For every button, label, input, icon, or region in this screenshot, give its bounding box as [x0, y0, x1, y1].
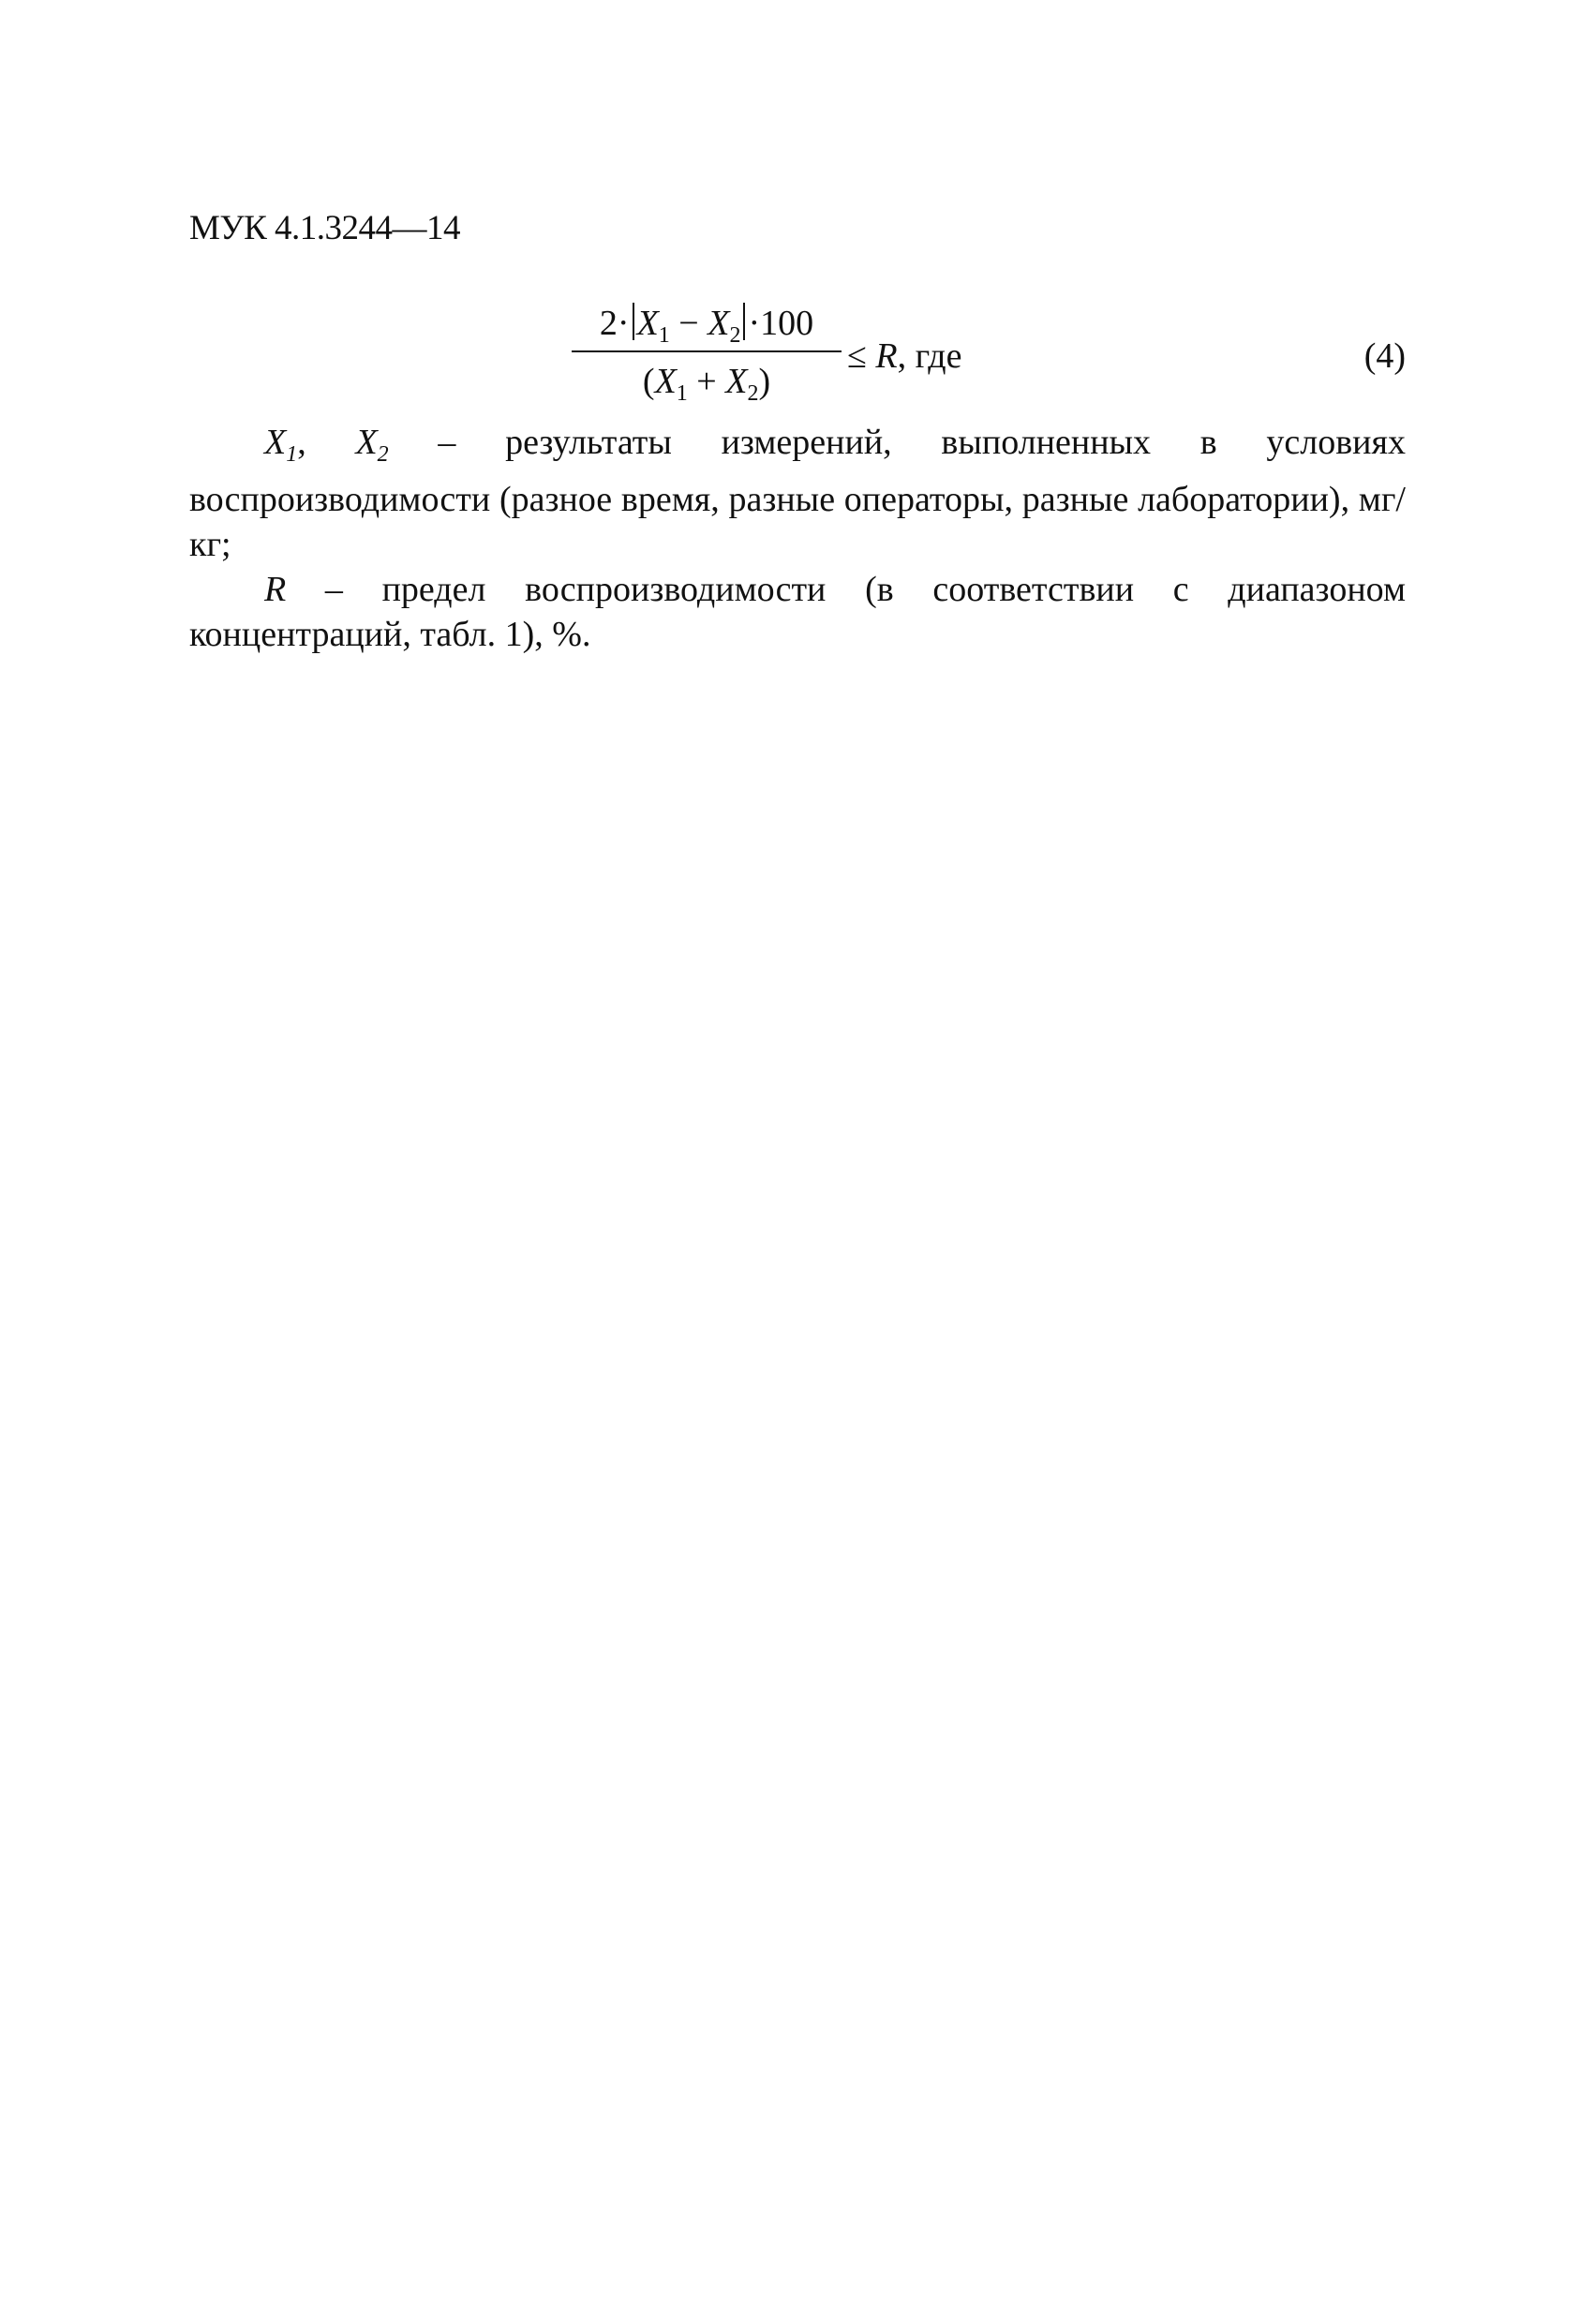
denominator-x2: X [725, 362, 748, 401]
where-word: , где [897, 336, 962, 376]
def-x-sep: , [297, 423, 356, 462]
rhs-variable: R [875, 336, 898, 376]
numerator-x1: X [636, 304, 659, 343]
denominator-x1: X [654, 362, 677, 401]
numerator-prefix: 2· [599, 304, 630, 343]
leq-sign: ≤ [847, 336, 867, 376]
numerator-suffix: ·100 [748, 304, 814, 343]
numerator-minus: − [678, 304, 699, 343]
definition-r [189, 567, 1406, 657]
denominator-plus: + [696, 362, 717, 401]
denominator-x2-sub: 2 [747, 381, 759, 406]
definitions-block [189, 420, 1406, 657]
formula-fraction [572, 298, 842, 407]
numerator-x2-sub: 2 [729, 323, 741, 348]
numerator-x2: X [708, 304, 730, 343]
fraction-line [572, 350, 842, 352]
def-r-text: – предел воспроизводимости (в соответствии с диапазоном концентраций, табл. 1), %. [189, 570, 1406, 654]
equation-number: (4) [1363, 336, 1406, 376]
abs-bar-right [743, 303, 745, 340]
def-x-text: – результаты измерений, выполненных в условиях воспроизводимости (разное время, разные операторы, разные лаборатории), мг/кг; [189, 423, 1406, 564]
def-x1-var: X [264, 423, 287, 462]
formula-numerator [572, 298, 842, 349]
def-x2-var: X [355, 423, 378, 462]
def-x2-sub: 2 [377, 442, 389, 467]
formula-rhs [847, 335, 961, 377]
def-r-var: R [264, 570, 287, 609]
denominator-x1-sub: 1 [676, 381, 688, 406]
denominator-paren-close: ) [758, 362, 771, 401]
denominator-paren-open: ( [642, 362, 655, 401]
abs-bar-left [633, 303, 634, 340]
formula-4 [189, 298, 1406, 410]
numerator-x1-sub: 1 [658, 323, 670, 348]
def-x1-sub: 1 [286, 442, 298, 467]
definition-x [189, 420, 1406, 567]
formula-denominator [572, 356, 842, 407]
page-header-doc-code: МУК 4.1.3244—14 [189, 209, 461, 247]
